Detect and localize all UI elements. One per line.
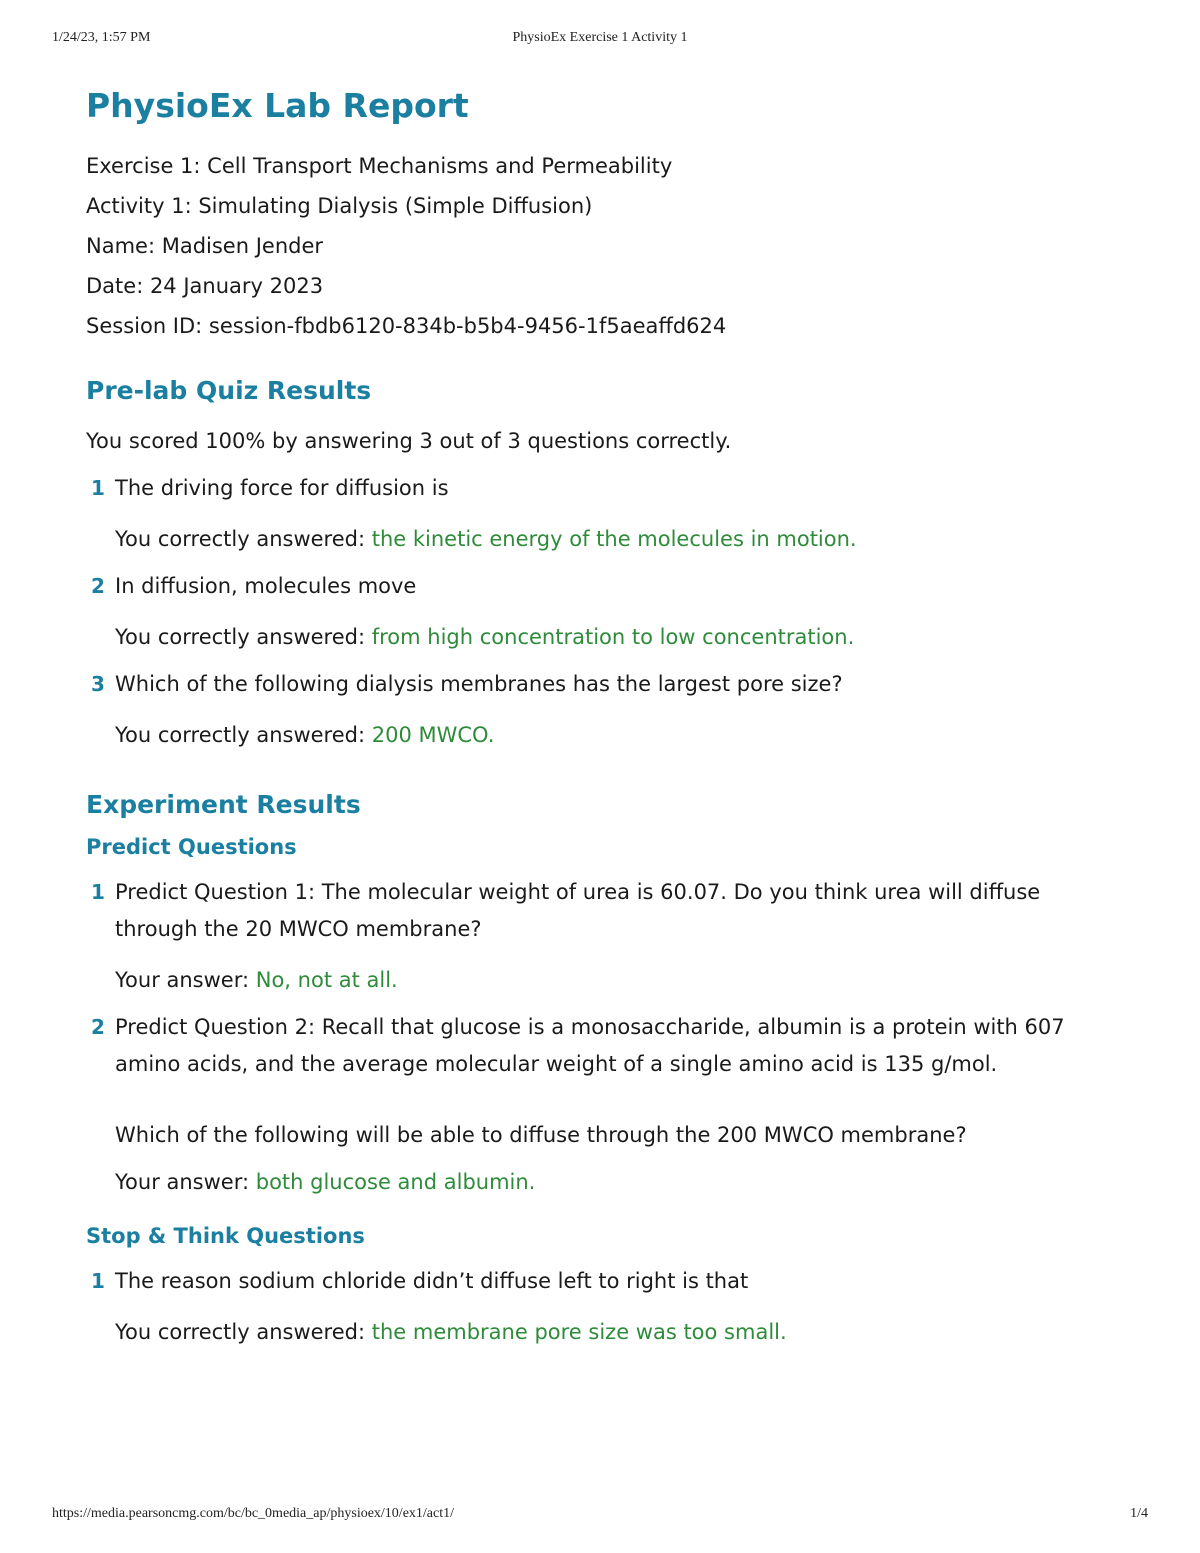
date-line: Date: 24 January 2023 [86, 274, 324, 298]
answer-prefix: You correctly answered: [115, 723, 372, 747]
print-page-number: 1/4 [1130, 1506, 1148, 1521]
answer-value: both glucose and albumin. [255, 1170, 536, 1194]
stop-think-question [86, 1263, 1126, 1347]
answer-prefix: You correctly answered: [115, 1320, 372, 1344]
answer-prefix: Your answer: [115, 968, 256, 992]
question-number: 1 [91, 880, 105, 904]
question-text: In diffusion, molecules move [115, 574, 417, 598]
question-number: 1 [91, 1269, 105, 1293]
print-datetime: 1/24/23, 1:57 PM [52, 30, 151, 45]
answer-prefix: You correctly answered: [115, 625, 372, 649]
question-text: Which of the following dialysis membranes has the largest pore size? [115, 672, 843, 696]
question-answer [115, 1167, 1126, 1197]
question-text: The reason sodium chloride didn’t diffuse left to right is that [115, 1269, 749, 1293]
prelab-score: You scored 100% by answering 3 out of 3 questions correctly. [86, 429, 732, 453]
question-answer [115, 720, 1126, 750]
question-number: 1 [91, 476, 105, 500]
question-text: The driving force for diffusion is [115, 476, 449, 500]
question-number: 2 [91, 1015, 105, 1039]
answer-value: 200 MWCO. [371, 723, 495, 747]
experiment-heading: Experiment Results [86, 790, 361, 819]
question-number: 2 [91, 574, 105, 598]
answer-value: the membrane pore size was too small. [371, 1320, 787, 1344]
print-url: https://media.pearsoncmg.com/bc/bc_0media_ap/physioex/10/ex1/act1/ [52, 1506, 455, 1521]
exercise-line: Exercise 1: Cell Transport Mechanisms and Permeability [86, 154, 673, 178]
answer-value: from high concentration to low concentration. [371, 625, 855, 649]
lab-report [86, 84, 1126, 1347]
report-meta [86, 146, 1126, 346]
stop-think-heading: Stop & Think Questions [86, 1224, 365, 1248]
prelab-question [86, 568, 1126, 652]
question-answer [115, 524, 1126, 554]
report-title: PhysioEx Lab Report [86, 86, 469, 125]
answer-prefix: You correctly answered: [115, 527, 372, 551]
prelab-question [86, 666, 1126, 750]
predict-question [86, 874, 1126, 995]
question-text: Predict Question 1: The molecular weight of urea is 60.07. Do you think urea will diffuse through the 20 MWCO membrane? [115, 880, 1041, 941]
predict-heading: Predict Questions [86, 835, 297, 859]
name-line: Name: Madisen Jender [86, 234, 324, 258]
predict-question [86, 1009, 1126, 1197]
question-number: 3 [91, 672, 105, 696]
activity-line: Activity 1: Simulating Dialysis (Simple Diffusion) [86, 194, 593, 218]
answer-value: No, not at all. [255, 968, 398, 992]
question-followup: Which of the following will be able to diffuse through the 200 MWCO membrane? [115, 1123, 967, 1147]
print-page-title: PhysioEx Exercise 1 Activity 1 [512, 30, 688, 45]
prelab-question [86, 470, 1126, 554]
session-line: Session ID: session-fbdb6120-834b-b5b4-9456-1f5aeaffd624 [86, 314, 727, 338]
question-answer [115, 1317, 1126, 1347]
question-text: Predict Question 2: Recall that glucose is a monosaccharide, albumin is a protein with 607 amino acids, and the average molecular weight of a single amino acid is 135 g/mol. [115, 1015, 1065, 1076]
answer-prefix: Your answer: [115, 1170, 256, 1194]
question-answer [115, 622, 1126, 652]
answer-value: the kinetic energy of the molecules in motion. [371, 527, 857, 551]
question-answer [115, 965, 1126, 995]
prelab-heading: Pre-lab Quiz Results [86, 376, 372, 405]
